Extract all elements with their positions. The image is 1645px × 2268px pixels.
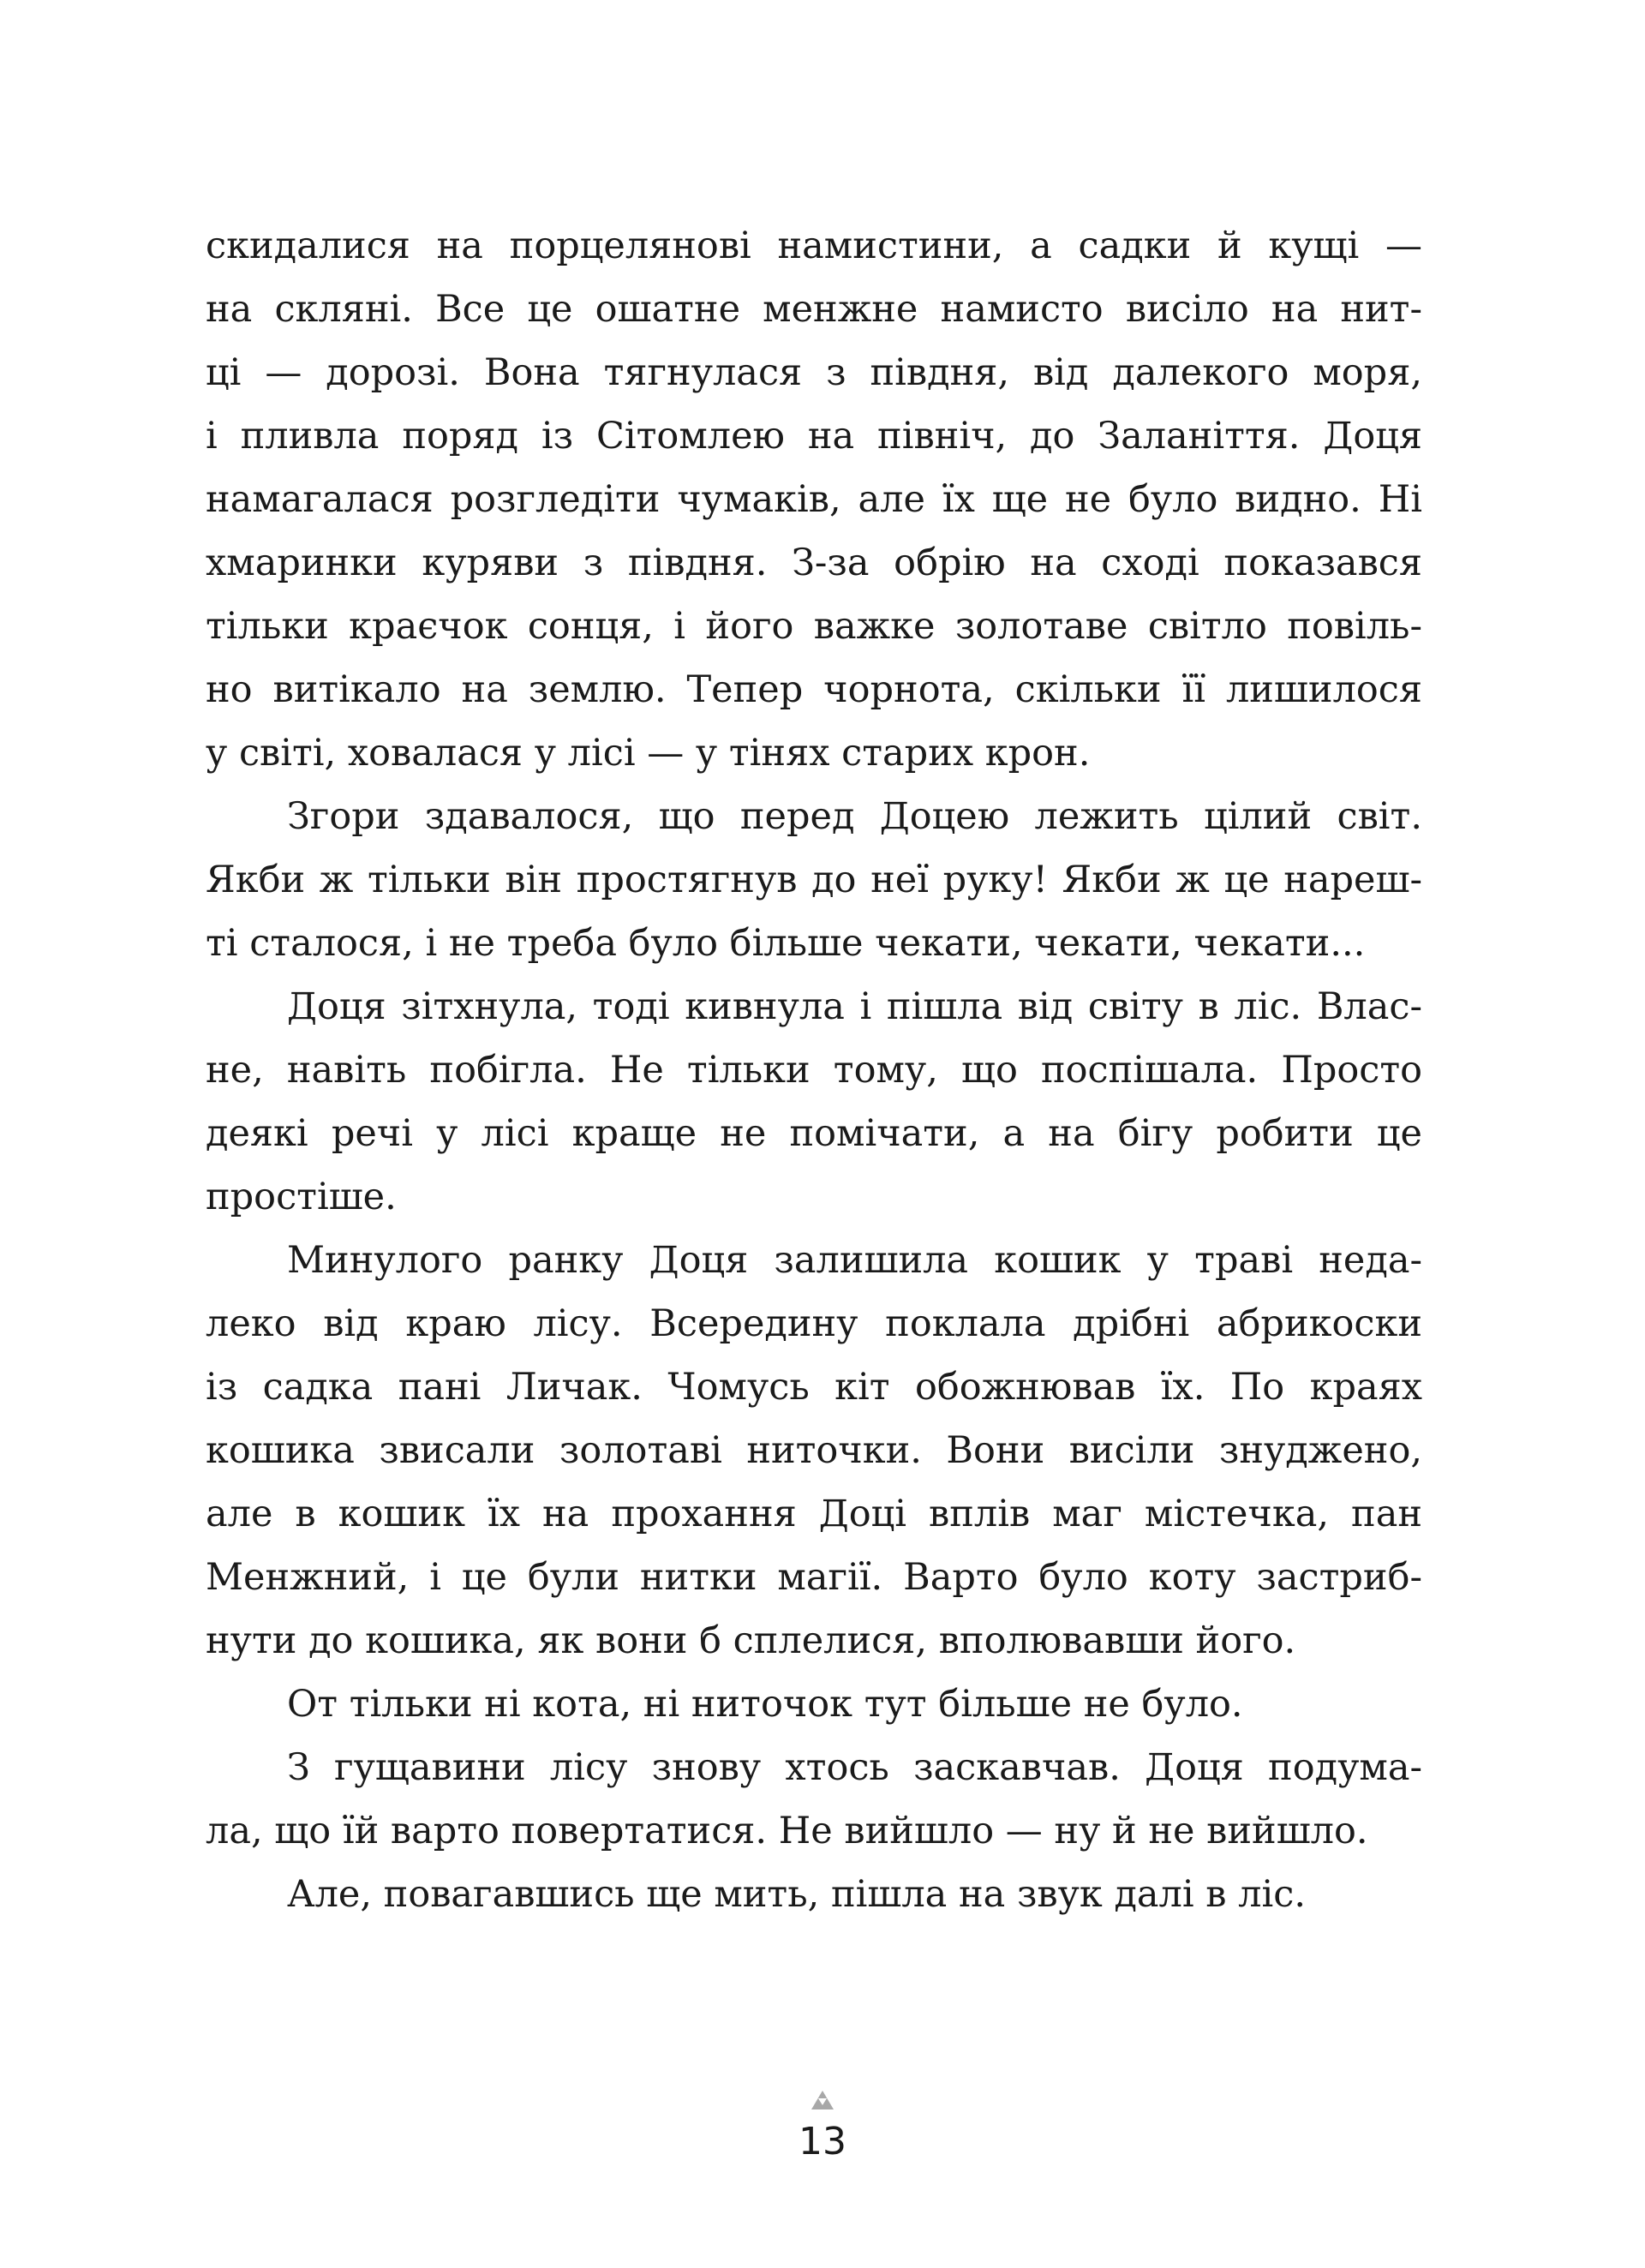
text-line: ла, що їй варто повертатися. Не вийшло — ну й не вийшло. [206, 1810, 1368, 1852]
text-line: Якби ж тільки він простягнув до неї руку! Якби ж це нареш- [206, 859, 1422, 901]
text-line: тільки краєчок сонця, і його важке золотаве світло повіль- [206, 605, 1422, 648]
body-text [206, 214, 1422, 1926]
paragraph [206, 975, 1422, 1229]
paragraph [206, 1863, 1422, 1926]
text-line: хмаринки куряви з півдня. З-за обрію на сході показався [206, 542, 1422, 584]
text-line: із садка пані Личак. Чомусь кіт обожнював їх. По краях [206, 1366, 1422, 1409]
paragraph [206, 1229, 1422, 1673]
page-number: 13 [799, 2120, 846, 2163]
text-line: і пливла поряд із Сітомлею на північ, до Заланіття. Доця [206, 415, 1422, 458]
page-footer [0, 2091, 1645, 2163]
text-line: Згори здавалося, що перед Доцею лежить цілий світ. [287, 795, 1422, 838]
text-line: простіше. [206, 1176, 397, 1218]
text-line: деякі речі у лісі краще не помічати, а на бігу робити це [206, 1112, 1422, 1155]
text-line: але в кошик їх на прохання Доці вплів маг містечка, пан [206, 1493, 1422, 1535]
text-line: нути до кошика, як вони б сплелися, вполювавши його. [206, 1619, 1296, 1662]
text-line: Але, повагавшись ще мить, пішла на звук далі в ліс. [287, 1873, 1306, 1916]
triangle-icon [811, 2091, 834, 2109]
text-line: ці — дорозі. Вона тягнулася з півдня, від далекого моря, [206, 351, 1422, 394]
text-line: Менжний, і це були нитки магії. Варто було коту застриб- [206, 1556, 1422, 1599]
text-line: леко від краю лісу. Всередину поклала дрібні абрикоски [206, 1302, 1422, 1345]
paragraph [206, 785, 1422, 975]
text-line: у світі, ховалася у лісі — у тінях старих крон. [206, 732, 1091, 775]
text-line: ті сталося, і не треба було більше чекати, чекати, чекати... [206, 922, 1366, 965]
text-line: Доця зітхнула, тоді кивнула і пішла від світу в ліс. Влас- [287, 985, 1422, 1028]
text-line: От тільки ні кота, ні ниточок тут більше не було. [287, 1683, 1243, 1726]
text-line: скидалися на порцелянові намистини, а садки й кущі — [206, 224, 1422, 267]
paragraph [206, 1673, 1422, 1736]
text-line: З гущавини лісу знову хтось заскавчав. Доця подума- [287, 1746, 1422, 1789]
text-line: намагалася розгледіти чумаків, але їх ще не було видно. Ні [206, 478, 1422, 521]
paragraph [206, 214, 1422, 785]
paragraph [206, 1736, 1422, 1863]
text-line: кошика звисали золотаві ниточки. Вони висіли знуджено, [206, 1429, 1422, 1472]
text-line: на скляні. Все це ошатне менжне намисто висіло на нит- [206, 288, 1422, 331]
text-line: Минулого ранку Доця залишила кошик у траві неда- [287, 1239, 1422, 1282]
text-line: не, навіть побігла. Не тільки тому, що поспішала. Просто [206, 1049, 1422, 1092]
text-line: но витікало на землю. Тепер чорнота, скільки її лишилося [206, 668, 1422, 711]
